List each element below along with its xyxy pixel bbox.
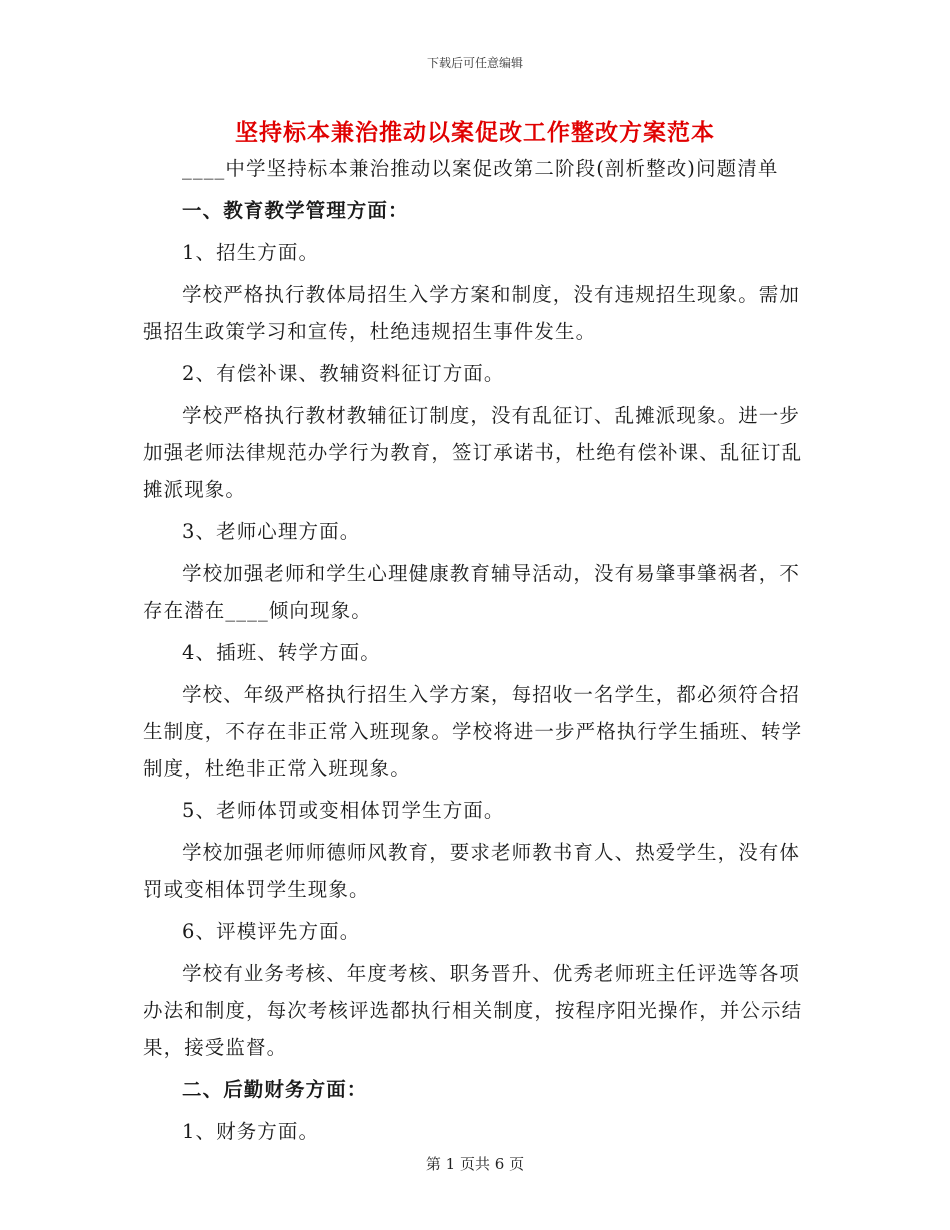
paragraph: 6、评模评先方面。 <box>182 920 361 943</box>
header-note: 下载后可任意编辑 <box>426 56 523 70</box>
paragraph: 3、老师心理方面。 <box>182 520 361 543</box>
paragraph: ____中学坚持标本兼治推动以案促改第二阶段(剖析整改)问题清单 <box>182 157 779 180</box>
paragraph: 1、招生方面。 <box>182 241 320 264</box>
document-body <box>143 150 811 1150</box>
paragraph: 学校有业务考核、年度考核、职务晋升、优秀老师班主任评选等各项办法和制度，每次考核评选都执行相关制度，按程序阳光操作，并公示结果，接受监督。 <box>143 962 803 1059</box>
section-heading: 二、后勤财务方面： <box>182 1078 368 1101</box>
paragraph: 学校、年级严格执行招生入学方案，每招收一名学生，都必须符合招生制度，不存在非正常入班现象。学校将进一步严格执行学生插班、转学制度，杜绝非正常入班现象。 <box>143 683 803 780</box>
paragraph: 学校严格执行教材教辅征订制度，没有乱征订、乱摊派现象。进一步加强老师法律规范办学行为教育，签订承诺书，杜绝有偿补课、乱征订乱摊派现象。 <box>143 404 803 501</box>
paragraph: 学校加强老师和学生心理健康教育辅导活动，没有易肇事肇祸者，不存在潜在____倾向现象。 <box>143 562 801 622</box>
paragraph: 2、有偿补课、教辅资料征订方面。 <box>182 362 505 385</box>
section-heading: 一、教育教学管理方面： <box>182 199 409 222</box>
paragraph: 4、插班、转学方面。 <box>182 641 381 664</box>
page-number: 第 1 页共 6 页 <box>425 1155 525 1173</box>
paragraph: 1、财务方面。 <box>182 1120 320 1143</box>
document-title: 坚持标本兼治推动以案促改工作整改方案范本 <box>235 119 715 146</box>
paragraph: 学校严格执行教体局招生入学方案和制度，没有违规招生现象。需加强招生政策学习和宣传，杜绝违规招生事件发生。 <box>143 283 801 343</box>
paragraph: 学校加强老师师德师风教育，要求老师教书育人、热爱学生，没有体罚或变相体罚学生现象。 <box>143 841 801 901</box>
paragraph: 5、老师体罚或变相体罚学生方面。 <box>182 799 505 822</box>
